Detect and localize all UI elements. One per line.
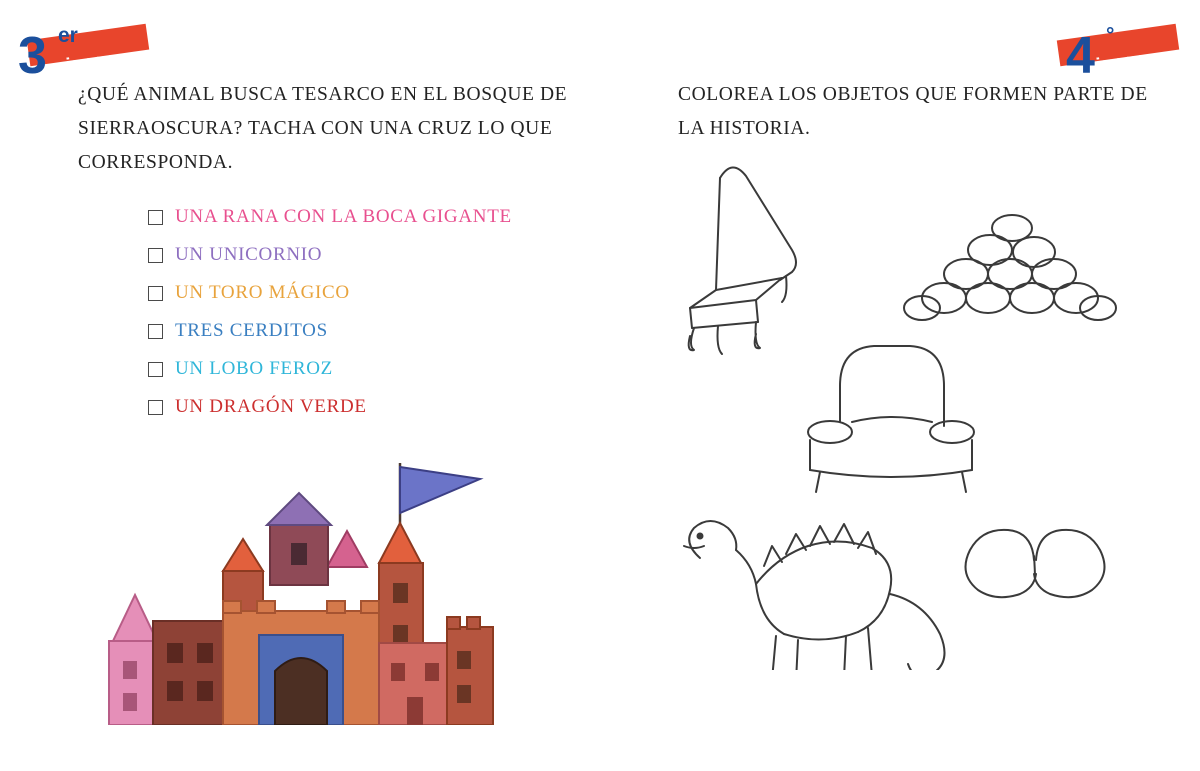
colorable-objects-group [660,150,1180,670]
answer-checkbox[interactable] [148,362,163,377]
left-exercise [78,78,578,434]
answer-checkbox[interactable] [148,400,163,415]
answer-option-row[interactable] [148,206,578,228]
answer-checkbox[interactable] [148,324,163,339]
answer-option-label: UN DRAGÓN VERDE [175,396,367,418]
answer-option-row[interactable] [148,320,578,342]
answer-options-list [78,206,578,418]
dragon-drawing [684,521,945,670]
left-instruction: ¿QUÉ ANIMAL BUSCA TESARCO EN EL BOSQUE DE SIERRAOSCURA? TACHA CON UNA CRUZ LO QUE CORRESPONDA. [78,84,568,174]
badge-number: 3 [18,27,45,85]
answer-option-label: TRES CERDITOS [175,320,328,342]
right-instruction: COLOREA LOS OBJETOS QUE FORMEN PARTE DE LA HISTORIA. [678,84,1148,140]
answer-option-label: UN LOBO FEROZ [175,358,333,380]
throne-chair-drawing [689,167,796,354]
castle-illustration [95,455,515,725]
badge-word: juego [1094,48,1148,77]
badge-superscript: ° [1106,24,1115,47]
right-exercise [678,78,1178,146]
answer-option-label: UN TORO MÁGICO [175,282,350,304]
mustache-drawing [966,530,1105,597]
answer-option-row[interactable] [148,282,578,304]
answer-checkbox[interactable] [148,210,163,225]
answer-option-row[interactable] [148,358,578,380]
answer-checkbox[interactable] [148,286,163,301]
badge-superscript: er [58,24,78,47]
answer-option-label: UNA RANA CON LA BOCA GIGANTE [175,206,512,228]
answer-checkbox[interactable] [148,248,163,263]
answer-option-row[interactable] [148,396,578,418]
answer-option-label: UN UNICORNIO [175,244,323,266]
answer-option-row[interactable] [148,244,578,266]
badge-word: juego [64,48,118,77]
armchair-drawing [808,346,974,492]
pile-of-stones-drawing [904,215,1116,320]
badge-number: 4 [1066,27,1093,85]
